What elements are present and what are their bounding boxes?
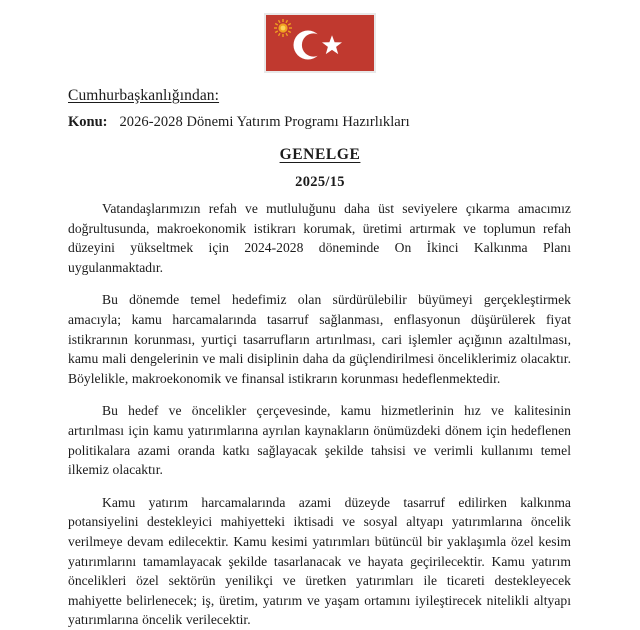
body-paragraph: Kamu yatırım harcamalarında azami düzeyde tasarruf edilirken kalkınma potansiyelini destekleyici mahiyetteki iktisadi ve sosyal altyapı yatırımlarına öncelik verilmeye devam edilecektir. Kamu kesimi yatırımları bütüncül bir yaklaşımla özel kesim yatırımlarını tamamlayacak şekilde tasarlanacak ve hayata geçirilecektir. Kamu yatırım öncelikleri özel sektörün yenilikçi ve üretken yatırımları ile ticareti destekleyecek mahiyette belirlenecek; iş, üretim, yatırım ve yaşam ortamını iyileştirecek nitelikli altyapı yatırımlarına öncelik verilecektir. [68, 494, 571, 628]
page-title: GENELGE [279, 146, 361, 163]
subject-line [68, 113, 572, 132]
document-number: 2025/15 [295, 174, 345, 190]
subject-label: Konu: [68, 114, 108, 130]
turkish-flag-emblem [264, 13, 376, 73]
issuer-line: Cumhurbaşkanlığından: [68, 87, 220, 104]
document-title-block [0, 146, 640, 191]
document-body [68, 199, 571, 630]
subject-text: 2026-2028 Dönemi Yatırım Programı Hazırlıkları [119, 114, 410, 130]
turkish-flag-icon [264, 13, 376, 73]
body-paragraph: Bu dönemde temel hedefimiz olan sürdürülebilir büyümeyi gerçekleştirmek amacıyla; kamu harcamalarında tasarruf sağlanması, enflasyonun düşürülerek fiyat istikrarının korunması, yurtiçi tasarrufların artırılması, cari işlemler açığının azaltılması, kamu mali dengelerinin ve mali disiplinin daha da güçlendirilmesi önceliklerimiz olacaktır. Böylelikle, makroekonomik ve finansal istikrarın korunması hedeflenmektedir. [68, 292, 571, 386]
body-paragraph: Vatandaşlarımızın refah ve mutluluğunu daha üst seviyelere çıkarma amacımız doğrultusunda, makroekonomik istikrarı korumak, üretimi artırmak ve toplumun refah düzeyini yükseltmek için 2024-2028 döneminde On İkinci Kalkınma Planı uygulanmaktadır. [68, 201, 571, 275]
body-paragraph: Bu hedef ve öncelikler çerçevesinde, kamu hizmetlerinin hız ve kalitesinin artırılması için kamu yatırımlarına ayrılan kaynakların önümüzdeki dönem için hedeflenen politikalara azami oranda katkı sağlayacak şekilde tahsisi ve verimli kullanımı temel ilkemiz olacaktır. [68, 403, 571, 478]
document-header [68, 86, 572, 132]
